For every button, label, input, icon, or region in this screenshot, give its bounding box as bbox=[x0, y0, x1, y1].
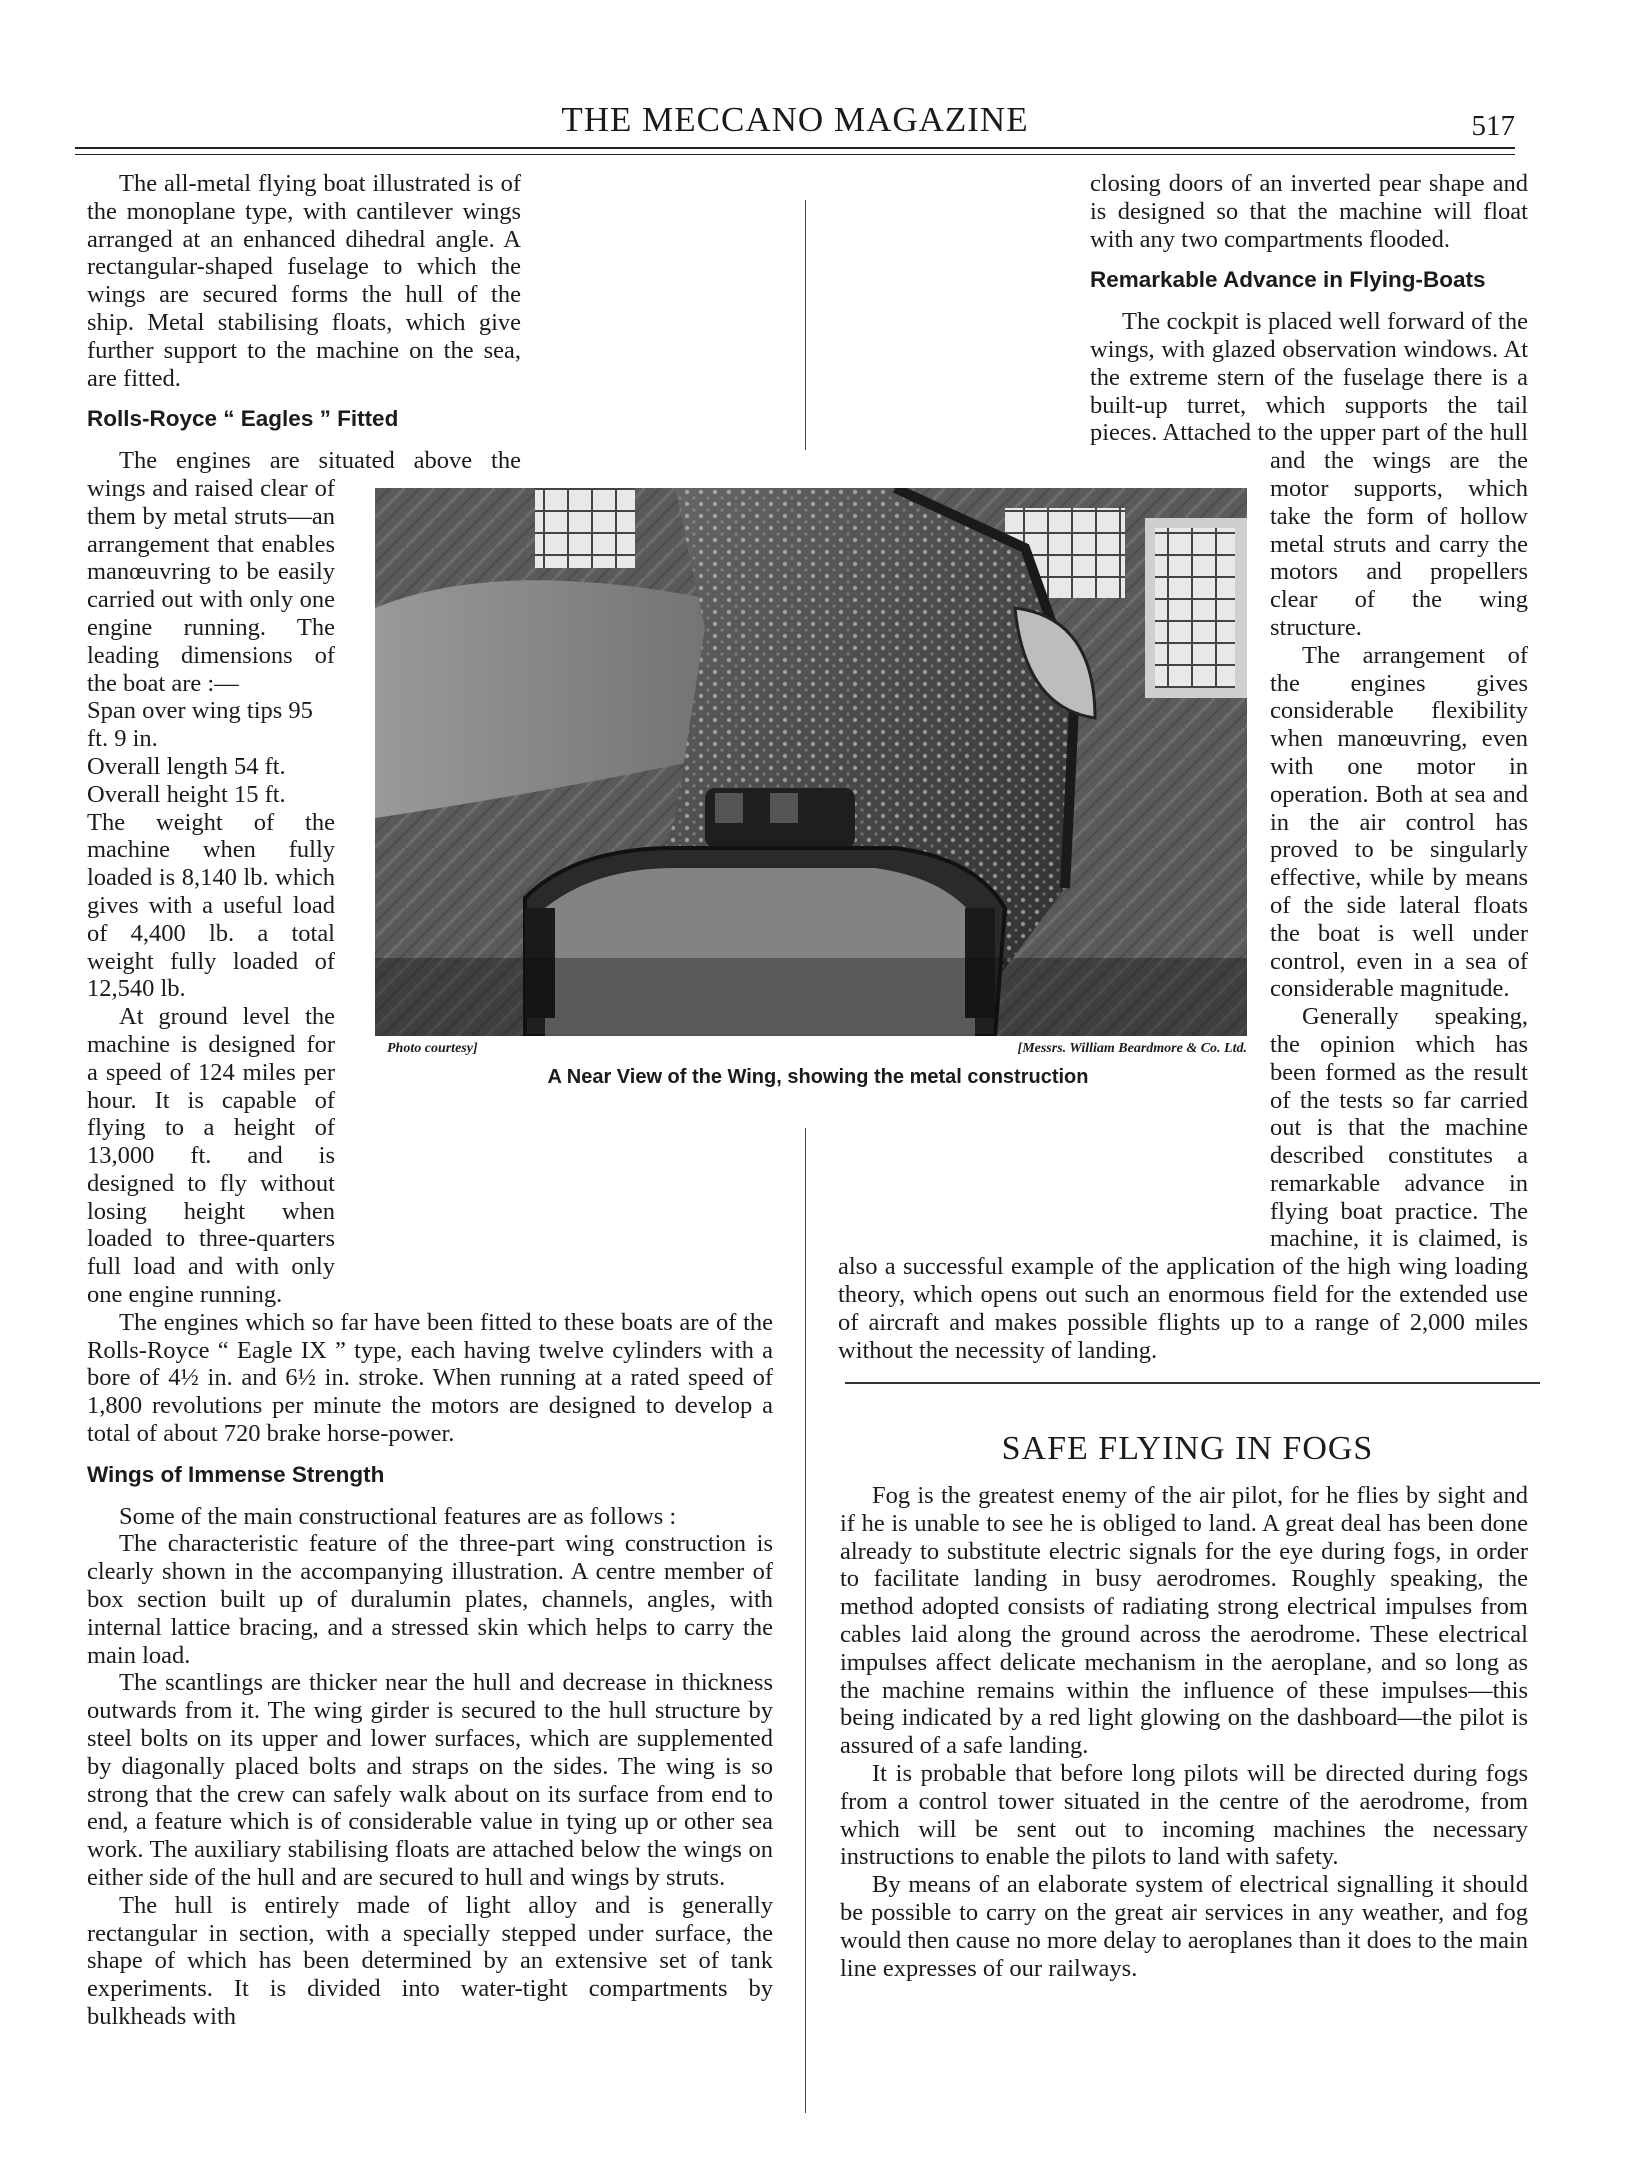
spacer bbox=[838, 170, 1090, 462]
fog-article-title: SAFE FLYING IN FOGS bbox=[1001, 1430, 1374, 1467]
article-paragraph: The scantlings are thicker near the hull and decrease in thickness outwards from it. The wing girder is secured to the hull structure by steel bolts on its upper and lower surfaces, which are supplemented by diagonally placed bolts and straps on the sides. The wing is so strong that the crew can safely walk about on its surface from end to end, a feature which is of considerable value in tying up or other sea work. The auxiliary stabilising floats are attached below the wings on either side of the hull and are secured to hull and wings by struts. bbox=[87, 1669, 773, 1892]
photo-credit-left: Photo courtesy] bbox=[387, 1041, 478, 1056]
article-paragraph: The cockpit is placed well forward of the wings, with glazed observation windows. At the extreme stern of the fuselage there is a built-up turret, which supports the tail pieces. Attached to the upper part of the hull and the wings are the motor supports, which take the form of hollow metal struts and carry the motors and propellers clear of the wing structure. bbox=[1090, 308, 1528, 641]
article-paragraph: Fog is the greatest enemy of the air pilot, for he flies by sight and if he is unable to see he is obliged to land. A great deal has been done already to substitute electric signals for the eye during fogs, in order to facilitate landing in busy aerodromes. Roughly speaking, the method adopted consists of radiating strong electrical impulses from cables laid along the ground across the aerodrome. These electrical impulses affect delicate mechanism in the aeroplane, and so long as the machine remains within the influence of these impulses—this being indicated by a red light glowing on the dashboard—the pilot is assured of a safe landing. bbox=[840, 1482, 1528, 1760]
fog-article-body bbox=[840, 1482, 1528, 1982]
article-paragraph: The weight of the machine when fully loaded is 8,140 lb. which gives with a useful load of 4,400 lb. a total weight fully loaded of 12,540 lb. bbox=[87, 808, 335, 1003]
article-paragraph: By means of an elaborate system of electrical signalling it should be possible to carry on the great air services in any weather, and fog would then cause no more delay to aeroplanes than it does to the main line expresses of our railways. bbox=[840, 1871, 1528, 1982]
section-separator bbox=[845, 1382, 1540, 1384]
wing-photo-figure bbox=[375, 488, 1247, 1088]
article-paragraph: It is probable that before long pilots will be directed during fogs from a control tower situated in the centre of the aerodrome, from which will be sent out to incoming machines the necessary instructions to enable the pilots to land with safety. bbox=[840, 1759, 1528, 1871]
wing-photograph bbox=[375, 488, 1247, 1036]
column-divider-bottom bbox=[805, 1128, 806, 2113]
page-header bbox=[75, 100, 1515, 148]
header-rule bbox=[75, 147, 1515, 155]
section-heading: Remarkable Advance in Flying-Boats bbox=[1090, 267, 1486, 293]
article-paragraph: Some of the main constructional features are as follows : bbox=[119, 1502, 677, 1530]
article-paragraph: At ground level the machine is designed for a speed of 124 miles per hour. It is capable of flying to a height of 13,000 ft. and is designed to fly without losing height when loaded to three-quarters full load and with only one engine running. bbox=[87, 1003, 335, 1309]
article-paragraph: The engines are situated above the wings and raised clear of them by metal struts—an arrangement that enables manœuvring to be easily carried out with only one engine running. The leading dimensions of the boat are :— bbox=[87, 447, 521, 697]
dimension-line: Overall length 54 ft. bbox=[87, 752, 286, 780]
photo-credit bbox=[387, 1041, 1247, 1057]
photo-credit-right: [Messrs. William Beardmore & Co. Ltd. bbox=[1017, 1041, 1247, 1056]
article-paragraph: Generally speaking, the opinion which has been formed as the result of the tests so far carried out is that the machine described constitutes a remarkable advance in flying boat practice. The machine, it is claimed, is also a successful example of the application of the high wing loading theory, which opens out such an enormous field for the extended use of aircraft and makes possible flights up to a range of 2,000 miles without the necessity of landing. bbox=[838, 1003, 1528, 1364]
spacer bbox=[521, 170, 773, 490]
section-heading: Wings of Immense Strength bbox=[87, 1461, 385, 1487]
article-paragraph: The arrangement of the engines gives considerable flexibility when manœuvring, even with one motor in operation. Both at sea and in the air control has proved to be singularly effective, while by means of the side lateral floats the boat is well under control, even in a sea of considerable magnitude. bbox=[1270, 641, 1528, 1003]
article-paragraph: The hull is entirely made of light alloy and is generally rectangular in section, with a specially stepped under surface, the shape of which has been determined by an extensive set of tank experiments. It is divided into water-tight compartments by bulkheads with bbox=[87, 1891, 773, 2030]
article-paragraph: The engines which so far have been fitted to these boats are of the Rolls-Royce “ Eagle IX ” type, each having twelve cylinders with a bore of 4½ in. and 6½ in. stroke. When running at a rated speed of 1,800 revolutions per minute the motors are designed to develop a total of about 720 brake horse-power. bbox=[87, 1308, 773, 1448]
dimension-line: Span over wing tips 95 ft. 9 in. bbox=[87, 697, 313, 753]
article-paragraph: The characteristic feature of the three-part wing construction is clearly shown in the accompanying illustration. A centre member of box section built up of duralumin plates, channels, angles, with internal lattice bracing, and a stressed skin which helps to carry the main load. bbox=[87, 1530, 773, 1669]
article-paragraph: The all-metal flying boat illustrated is of the monoplane type, with cantilever wings arranged at an enhanced dihedral angle. A rectangular-shaped fuselage to which the wings are secured forms the hull of the ship. Metal stabilising floats, which give further support to the machine on the sea, are fitted. bbox=[87, 170, 521, 392]
column-divider-top bbox=[805, 200, 806, 450]
dimension-line: Overall height 15 ft. bbox=[87, 780, 286, 808]
article-paragraph: closing doors of an inverted pear shape and is designed so that the machine will float with any two compartments flooded. bbox=[1090, 170, 1528, 253]
photo-caption: A Near View of the Wing, showing the metal construction bbox=[547, 1066, 1089, 1088]
magazine-title: THE MECCANO MAGAZINE bbox=[561, 100, 1029, 139]
section-heading: Rolls-Royce “ Eagles ” Fitted bbox=[87, 406, 399, 432]
left-column bbox=[87, 170, 773, 2095]
page-number: 517 bbox=[1471, 110, 1515, 142]
